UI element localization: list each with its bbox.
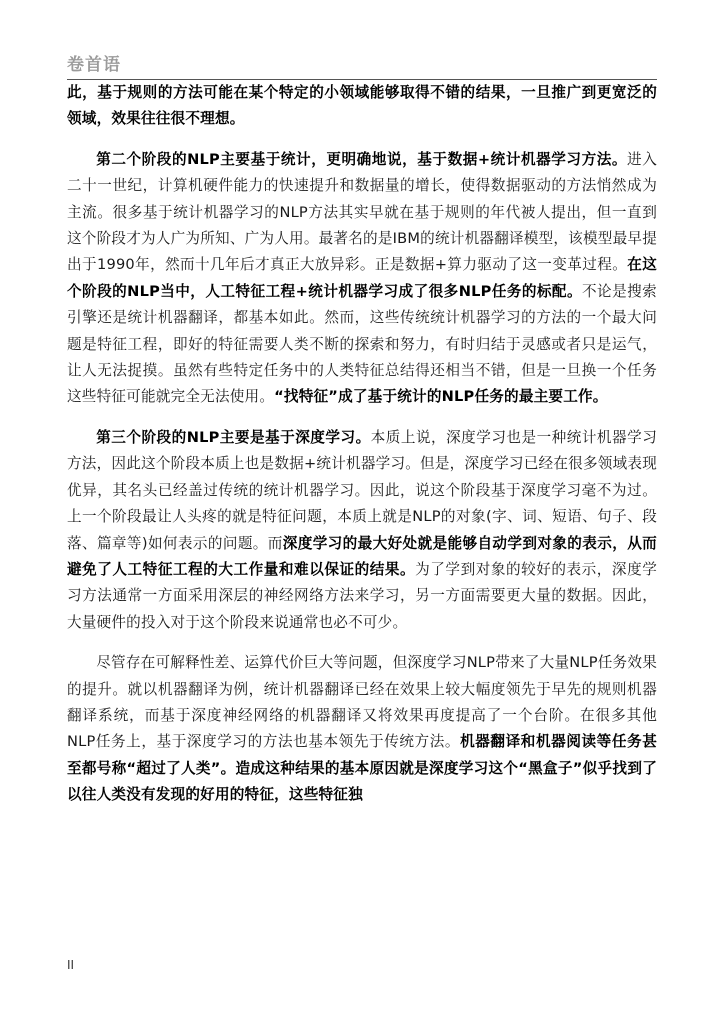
paragraph-3-segment-2: 本质上说，深度学习也是一种统计机器学习方法，因此这个阶段本质上也是数据+统计机器学习。但是，深度学习已经在很多领域表现优异，其名头已经盖过传统的统计机器学习。因此，说这个阶段基于深度学习毫不为过。上一个阶段最让人头疼的就是特征问题，本质上就是NLP的对象(字、词、短语、句子、段落、篇章等)如何表示的问题。而 [67, 428, 657, 552]
paragraph-2-segment-1: 第二个阶段的NLP主要基于统计，更明确地说，基于数据+统计机器学习方法。 [96, 150, 628, 168]
paragraph-2-segment-2: 进入二十一世纪，计算机硬件能力的快速提升和数据量的增长，使得数据驱动的方法悄然成为主流。很多基于统计机器学习的NLP方法其实早就在基于规则的年代被人提出，但一直到这个阶段才为人广为所知、广为人用。最著名的是IBM的统计机器翻译模型，该模型最早提出于1990年，然而十几年后才真正大放异彩。正是数据+算力驱动了这一变革过程。 [67, 150, 657, 274]
section-header: 卷首语 [67, 55, 121, 75]
page-number: II [67, 958, 75, 972]
paragraph-4 [67, 650, 657, 808]
paragraph-3 [67, 425, 657, 636]
main-content [67, 80, 657, 809]
paragraph-4-segment-1: 尽管存在可解释性差、运算代价巨大等问题，但深度学习NLP带来了大量NLP任务效果的提升。就以机器翻译为例，统计机器翻译已经在效果上较大幅度领先于早先的规则机器翻译系统，而基于深度神经网络的机器翻译又将效果再度提高了一个台阶。在很多其他NLP任务上，基于深度学习的方法也基本领先于传统方法。 [67, 654, 657, 751]
paragraph-3-segment-1: 第三个阶段的NLP主要是基于深度学习。 [96, 428, 371, 446]
paragraph-2-segment-3: 在这个阶段的NLP当中，人工特征工程+统计机器学习成了很多NLP任务的标配。 [67, 256, 657, 300]
paragraph-2-segment-4: 不论是搜索引擎还是统计机器翻译，都基本如此。然而，这些传统统计机器学习的方法的一个最大问题是特征工程，即好的特征需要人类不断的探索和努力，有时归结于灵感或者只是运气，让人无法捉摸。虽然有些特定任务中的人类特征总结得还相当不错，但是一旦换一个任务这些特征可能就完全无法使用。 [67, 282, 657, 406]
paragraph-1-segment-1: 此，基于规则的方法可能在某个特定的小领域能够取得不错的结果，一旦推广到更宽泛的领域，效果往往很不理想。 [67, 84, 657, 128]
paragraph-3-segment-3: 深度学习的最大好处就是能够自动学到对象的表示，从而避免了人工特征工程的大工作量和难以保证的结果。 [67, 534, 657, 578]
paragraph-3-segment-4: 为了学到对象的较好的表示，深度学习方法通常一方面采用深层的神经网络方法来学习，另一方面需要更大量的数据。因此，大量硬件的投入对于这个阶段来说通常也必不可少。 [67, 560, 658, 631]
paragraph-4-segment-2: 机器翻译和机器阅读等任务甚至都号称“超过了人类”。造成这种结果的基本原因就是深度学习这个“黑盒子”似乎找到了以往人类没有发现的好用的特征，这些特征独 [67, 733, 657, 804]
paragraph-1 [67, 80, 657, 133]
paragraph-2-segment-5: “找特征”成了基于统计的NLP任务的最主要工作。 [274, 388, 608, 406]
paragraph-2 [67, 147, 657, 411]
